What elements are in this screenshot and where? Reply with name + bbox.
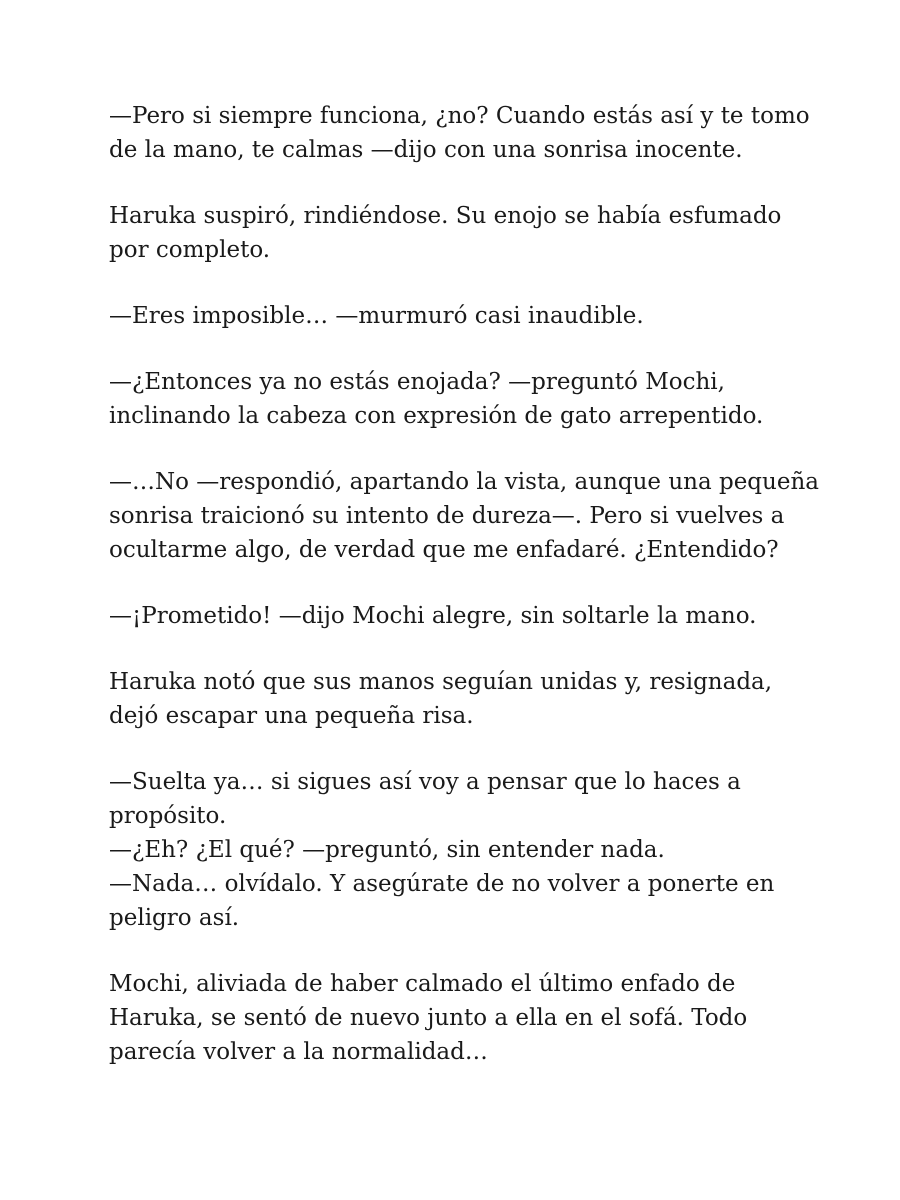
paragraph-8: [109, 765, 809, 935]
paragraph-7: [109, 665, 809, 733]
paragraph-6: [109, 599, 809, 633]
text-line: ocultarme algo, de verdad que me enfadaré. ¿Entendido?: [109, 537, 779, 563]
text-line: por completo.: [109, 237, 271, 263]
text-line: parecía volver a la normalidad…: [109, 1039, 488, 1065]
text-line: Haruka suspiró, rindiéndose. Su enojo se había esfumado: [109, 203, 782, 229]
text-line: —Suelta ya… si sigues así voy a pensar que lo haces a: [109, 769, 741, 795]
paragraph-9: [109, 967, 809, 1069]
text-line: Haruka notó que sus manos seguían unidas y, resignada,: [109, 669, 773, 695]
text-line: —¡Prometido! —dijo Mochi alegre, sin soltarle la mano.: [109, 603, 757, 629]
document-page: [109, 99, 819, 1069]
text-line: de la mano, te calmas —dijo con una sonrisa inocente.: [109, 137, 743, 163]
text-line: —¿Eh? ¿El qué? —preguntó, sin entender nada.: [109, 837, 665, 863]
paragraph-5: [109, 465, 819, 567]
paragraph-2: [109, 199, 809, 267]
text-line: —¿Entonces ya no estás enojada? —preguntó Mochi,: [109, 369, 725, 395]
text-line: —Eres imposible… —murmuró casi inaudible.: [109, 303, 644, 329]
text-line: inclinando la cabeza con expresión de gato arrepentido.: [109, 403, 764, 429]
paragraph-1: [109, 99, 809, 167]
text-line: propósito.: [109, 803, 227, 829]
paragraph-3: [109, 299, 809, 333]
text-line: —Pero si siempre funciona, ¿no? Cuando estás así y te tomo: [109, 103, 810, 129]
text-line: sonrisa traicionó su intento de dureza—. Pero si vuelves a: [109, 503, 785, 529]
text-line: dejó escapar una pequeña risa.: [109, 703, 474, 729]
text-line: —Nada… olvídalo. Y asegúrate de no volver a ponerte en: [109, 871, 775, 897]
paragraph-4: [109, 365, 809, 433]
text-line: Mochi, aliviada de haber calmado el último enfado de: [109, 971, 736, 997]
text-line: peligro así.: [109, 905, 240, 931]
text-line: —…No —respondió, apartando la vista, aunque una pequeña: [109, 469, 819, 495]
text-line: Haruka, se sentó de nuevo junto a ella en el sofá. Todo: [109, 1005, 748, 1031]
